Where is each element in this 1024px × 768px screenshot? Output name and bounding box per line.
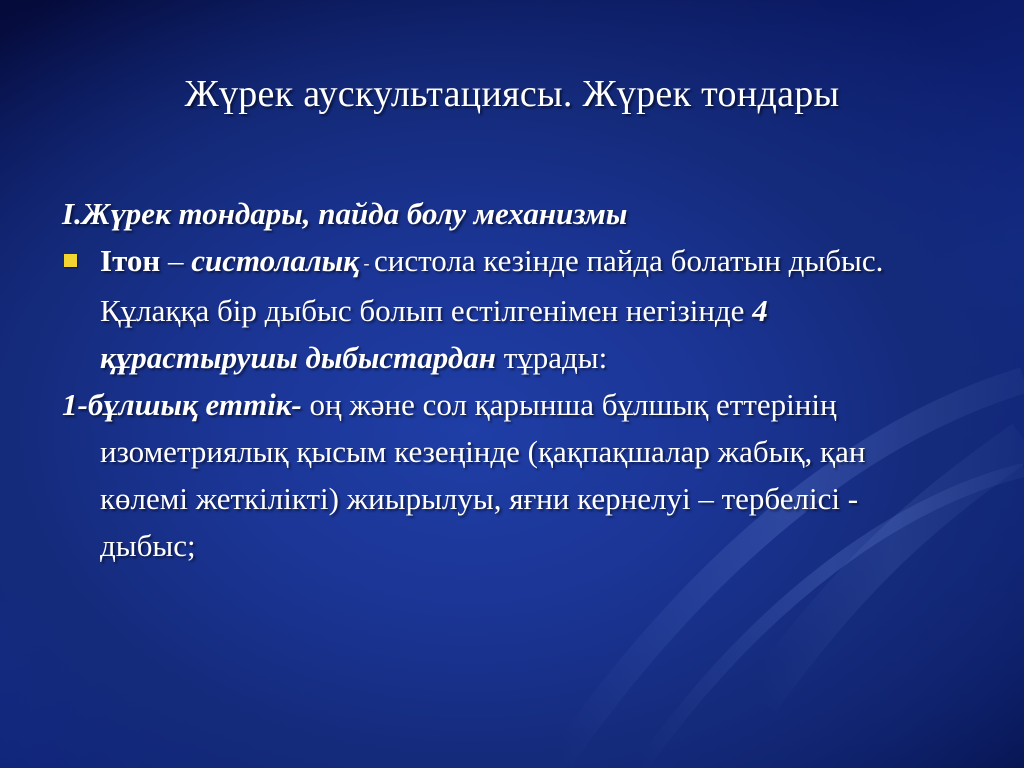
bullet-text-2: тұрады:	[495, 340, 608, 375]
item1-text: оң және сол қарынша бұлшық еттерінің изометриялық қысым кезеңінде (қақпақшалар жабық, қан көлемі жеткілікті) жиырылуы, яғни кернелуі – тербелісі - дыбыс;	[100, 387, 866, 563]
slide-title: Жүрек аускультациясы. Жүрек тондары	[184, 73, 840, 115]
item1-label: 1-бұлшық еттік-	[62, 387, 302, 422]
bullet-dash: –	[160, 243, 192, 278]
bullet-term-italic: систолалық	[191, 243, 359, 278]
square-bullet-icon	[64, 254, 77, 267]
bullet-term: Iтон	[100, 243, 161, 278]
bullet-text-1: систола кезінде пайда болатын дыбыс. Құлаққа бір дыбыс болып естілгенімен негізінде	[100, 243, 884, 328]
bullet-item	[62, 237, 942, 381]
slide-content	[62, 190, 942, 569]
bullet-emphasis: 4 құрастырушы дыбыстардан	[100, 293, 768, 375]
numbered-item-1	[62, 381, 942, 569]
section-heading: I.Жүрек тондары, пайда болу механизмы	[62, 196, 628, 231]
bullet-small-dash: -	[358, 253, 374, 273]
